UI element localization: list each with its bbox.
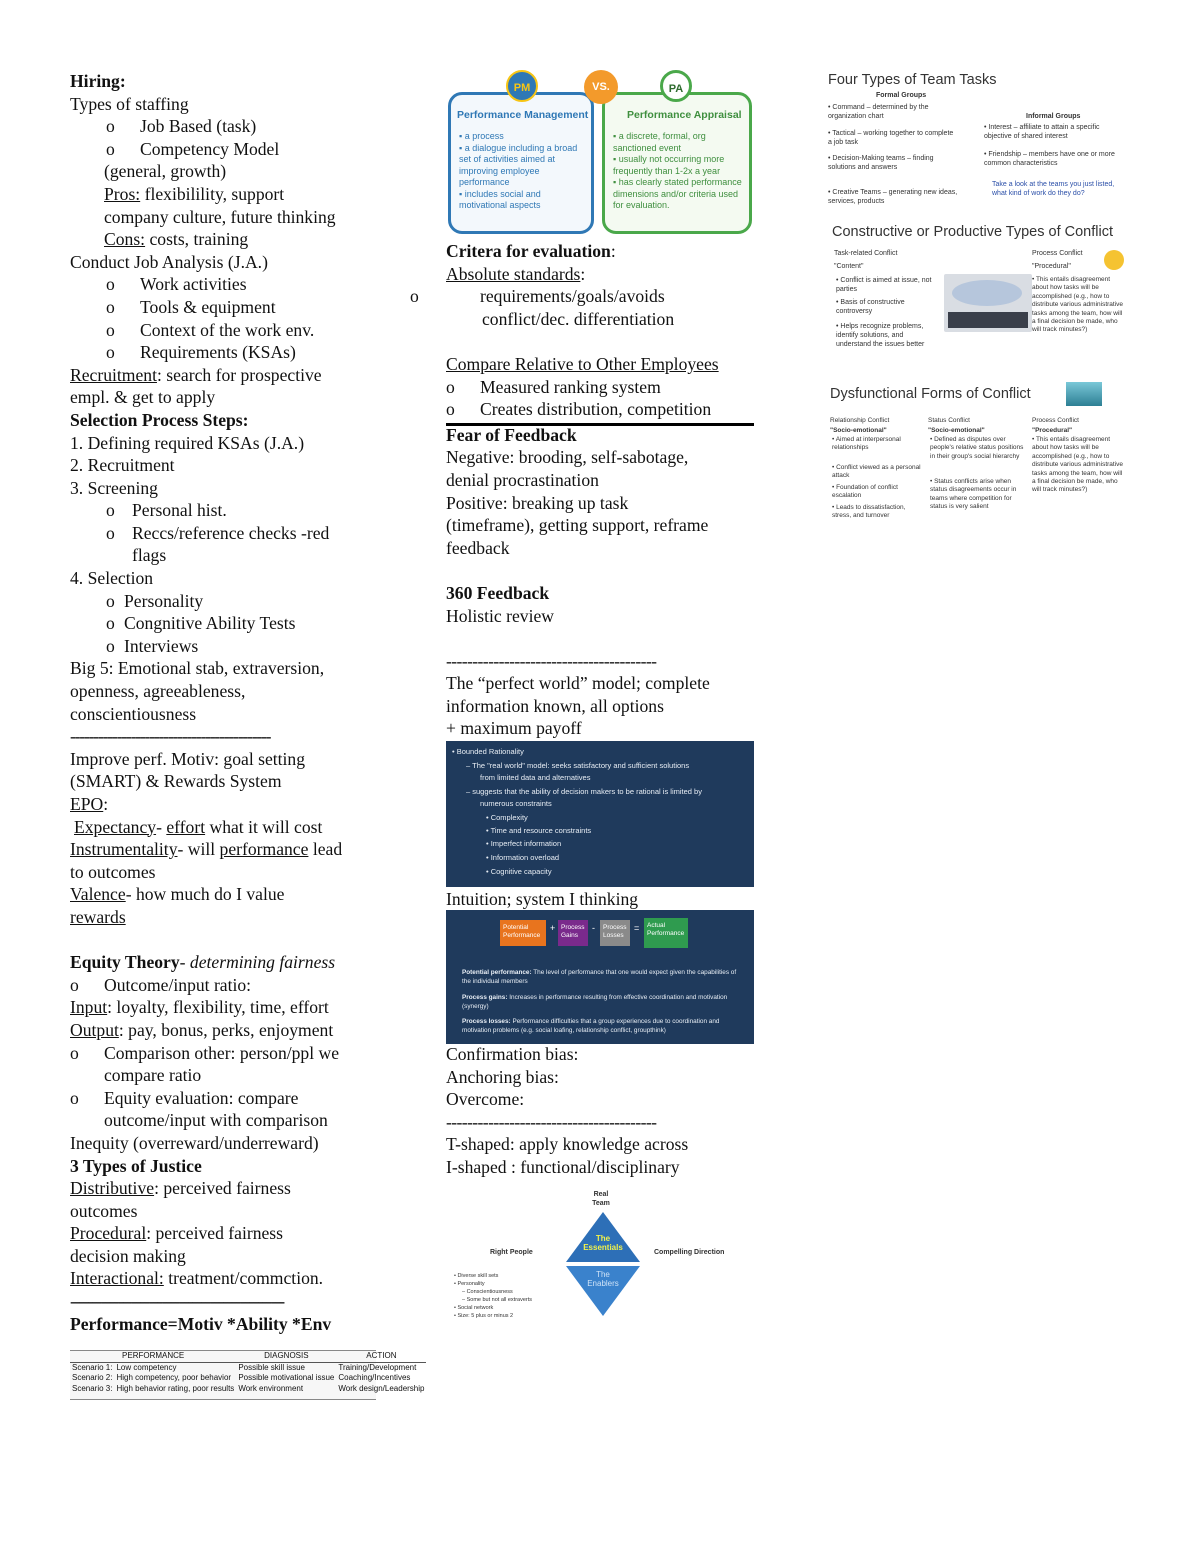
inequity: Inequity (overreward/underreward) <box>70 1132 319 1153</box>
improve-line-1: Improve perf. Motiv: goal setting <box>70 748 306 769</box>
step-3: 3. Screening <box>70 477 158 498</box>
f360-text: Holistic review <box>446 605 554 626</box>
table-cell: High competency, poor behavior <box>116 1373 232 1382</box>
types-staffing: Types of staffing <box>70 93 189 114</box>
table-row <box>70 1373 426 1384</box>
conflict-image <box>1066 382 1102 406</box>
pros-text: flexibilility, support <box>140 183 285 204</box>
perfect-line-3: + maximum payoff <box>446 718 582 739</box>
bullet: o <box>70 974 79 995</box>
slide-line: – suggests that the ability of decision makers to be rational is limited by <box>466 787 702 796</box>
right-people-list <box>454 1272 532 1320</box>
table-header: ACTION <box>336 1351 426 1362</box>
improve-line-2: (SMART) & Rewards System <box>70 771 282 792</box>
screening-item: flags <box>132 545 167 566</box>
list-item: – Conscientiousness <box>462 1289 513 1295</box>
fear-title: Fear of Feedback <box>446 424 577 445</box>
definition-label: Process losses: <box>462 1018 511 1025</box>
minus-operator: - <box>592 923 595 933</box>
plus-operator: + <box>550 923 556 933</box>
selection-item: Interviews <box>124 635 199 656</box>
table-cell: Scenario 2: <box>72 1373 113 1382</box>
step-4: 4. Selection <box>70 568 154 589</box>
table-cell: Possible motivational issue <box>238 1373 335 1382</box>
intuition-text: Intuition; system I thinking <box>446 889 639 909</box>
status-sub: "Socio-emotional" <box>928 427 985 434</box>
pa-badge: PA <box>660 70 692 102</box>
divider-2: ---------------------------------------- <box>446 1111 657 1132</box>
table-cell: Scenario 1: <box>72 1362 113 1372</box>
pros-label: Pros: <box>104 183 141 204</box>
status-item: • Defined as disputes over people's relative status positions in their group's social hierarchy <box>930 436 1024 460</box>
table-cell: Scenario 3: <box>72 1383 113 1393</box>
relationship-item: • Foundation of conflict escalation <box>832 484 898 500</box>
negative-line-1: Negative: brooding, self-sabotage, <box>446 447 689 468</box>
idea-cloud <box>952 280 1022 306</box>
process-losses-box: Process Losses <box>600 920 630 946</box>
actual-performance-box: Actual Performance <box>644 918 688 948</box>
input-rest: : loyalty, flexibility, time, effort <box>107 997 329 1018</box>
bullet: o <box>106 522 115 543</box>
absolute-colon: : <box>580 263 586 284</box>
slide-line: • Cognitive capacity <box>486 867 552 876</box>
right-people-label: Right People <box>490 1249 533 1256</box>
input-label: Input <box>70 997 108 1018</box>
confirmation-bias: Confirmation bias: <box>446 1044 579 1064</box>
table-row <box>70 1384 426 1395</box>
instrumentality-mid: - will <box>177 839 220 860</box>
positive-line-1: Positive: breaking up task <box>446 492 629 513</box>
job-based: Job Based (task) <box>140 116 257 137</box>
ja-item: Tools & equipment <box>140 296 276 317</box>
bullet: o <box>106 116 115 137</box>
interactional-rest: treatment/commction. <box>163 1268 324 1289</box>
cons-text: costs, training <box>145 229 249 250</box>
performance-diagnosis-table <box>70 1350 425 1400</box>
enablers-label: The Enablers <box>587 1270 619 1288</box>
absolute-item: requirements/goals/avoids conflict/dec. differentiation <box>480 286 675 329</box>
table-row <box>70 1362 426 1373</box>
pa-title: Performance Appraisal <box>627 109 742 121</box>
list-item: – Some but not all extraverts <box>462 1297 533 1303</box>
bullet: o <box>106 274 115 295</box>
instrumentality-rest: lead <box>308 839 343 860</box>
bullet: o <box>106 590 115 611</box>
slide-line: • Time and resource constraints <box>486 826 592 835</box>
criteria-label: Critera for evaluation <box>446 241 611 261</box>
big5-line-2: openness, agreeableness, <box>70 681 246 702</box>
process-item: • This entails disagreement about how tasks will be accomplished (e.g., how to distribute various administrative tasks among the team, how will a final decision be made, who will track minutes?) <box>1032 436 1124 494</box>
equity-label: Equity Theory <box>70 952 180 973</box>
valence-label: Valence <box>70 884 126 905</box>
thinking-emoji-icon <box>1104 250 1124 270</box>
valence-line-2: rewards <box>70 906 126 927</box>
bullet: o <box>106 319 115 340</box>
pm-vs-pa-figure <box>446 70 754 240</box>
informal-groups-label: Informal Groups <box>1026 113 1081 120</box>
pa-box <box>602 92 752 234</box>
team-tasks-figure <box>828 70 1128 210</box>
process-conflict-label: Process Conflict <box>1032 250 1083 257</box>
step-2: 2. Recruitment <box>70 455 175 476</box>
informal-item: • Interest – affiliate to attain a specific objective of shared interest <box>984 124 1100 140</box>
table-cell: Training/Development <box>338 1362 417 1372</box>
task-conflict-sub: "Content" <box>834 263 864 270</box>
dysfunctional-conflict-figure <box>828 380 1128 530</box>
selection-item: Personality <box>124 590 204 611</box>
definition-text: Increases in performance resulting from effective coordination and motivation (synergy) <box>462 994 728 1010</box>
slide-line: from limited data and alternatives <box>480 773 591 782</box>
informal-item: • Friendship – members have one or more common characteristics <box>984 151 1115 167</box>
definition-text: Performance difficulties that a group experiences due to coordination and motivation problems (e.g. social loafing, relationship conflict, groupthink) <box>462 1018 720 1034</box>
expectancy-label: Expectancy <box>74 816 157 837</box>
potential-performance-definition <box>462 968 742 986</box>
process-conflict-item: • This entails disagreement about how tasks will be accomplished (e.g., how to distribute various administrative tasks among the team, how will a final decision be made, who will track minutes?) <box>1032 276 1124 334</box>
potential-performance-box: Potential Performance <box>500 920 546 946</box>
slide-line: numerous constraints <box>480 799 552 808</box>
perf-formula: Performance=Motiv *Ability *Env <box>70 1313 332 1334</box>
relationship-item: • Leads to dissatisfaction, stress, and turnover <box>832 504 906 520</box>
output-label: Output <box>70 1019 119 1040</box>
comparison-1: Comparison other: person/ppl we <box>104 1042 340 1063</box>
real-team-diamond-figure <box>446 1186 754 1336</box>
screening-item: Personal hist. <box>132 500 227 521</box>
equity-rest: - determining fairness <box>179 952 336 973</box>
list-item: • Personality <box>454 1281 485 1287</box>
relationship-item: • Conflict viewed as a personal attack <box>832 464 921 480</box>
dysfunctional-title: Dysfunctional Forms of Conflict <box>830 386 1031 402</box>
bullet: o <box>446 399 455 420</box>
pa-body: ▪ a discrete, formal, org sanctioned event ▪ usually not occurring more frequently than 1-2x a year ▪ has clearly stated performance dimensions and/or criteria used for evaluation. <box>613 131 742 210</box>
big5-line-1: Big 5: Emotional stab, extraversion, <box>70 658 325 679</box>
intuition-block <box>446 888 754 911</box>
f360-title: 360 Feedback <box>446 582 550 603</box>
bullet: o <box>106 342 115 363</box>
positive-line-3: feedback <box>446 537 510 558</box>
process-gains-definition <box>462 993 742 1011</box>
ja-item: Context of the work env. <box>140 319 315 340</box>
valence-rest: - how much do I value <box>125 884 285 905</box>
expectancy-dash: - <box>156 816 167 837</box>
status-label: Status Conflict <box>928 417 970 424</box>
distributive-line-2: outcomes <box>70 1200 138 1221</box>
column-1 <box>70 70 382 1335</box>
table-cell: Work environment <box>238 1383 304 1393</box>
bullet: o <box>70 1087 79 1108</box>
divider: ---------------------------------------- <box>446 650 657 671</box>
perfect-line-1: The “perfect world” model; complete <box>446 673 710 694</box>
slide-line: • Imperfect information <box>486 839 562 848</box>
instrumentality-label: Instrumentality <box>70 839 178 860</box>
equity-ratio: Outcome/input ratio: <box>104 974 252 995</box>
table-cell: Low competency <box>116 1362 177 1372</box>
pm-title: Performance Management <box>457 109 589 121</box>
bullet: o <box>106 138 115 159</box>
expectancy-rest: what it will cost <box>205 816 323 837</box>
constructive-conflict-figure <box>828 222 1128 374</box>
recruitment-text-2: empl. & get to apply <box>70 387 216 408</box>
meeting-illustration <box>944 274 1032 332</box>
procedural-line-2: decision making <box>70 1245 186 1266</box>
bullet: o <box>410 286 419 307</box>
formal-item: • Decision-Making teams – finding solutions and answers <box>828 155 934 171</box>
absolute-label: Absolute standards <box>446 263 581 284</box>
team-tasks-title: Four Types of Team Tasks <box>828 72 997 88</box>
bullet: o <box>106 635 115 656</box>
table-people <box>948 312 1028 328</box>
list-item: • Diverse skill sets <box>454 1273 499 1279</box>
general-growth: (general, growth) <box>104 161 227 182</box>
task-conflict-item: • Conflict is aimed at issue, not parties <box>836 277 932 293</box>
relationship-item: • Aimed at interpersonal relationships <box>832 436 901 452</box>
competency-model: Competency Model <box>140 138 280 159</box>
recruitment-text: : search for prospective <box>156 364 322 385</box>
epo-label: EPO <box>70 794 104 814</box>
real-team-label: Real Team <box>592 1191 610 1207</box>
relationship-sub: "Socio-emotional" <box>830 427 887 434</box>
interactional-label: Interactional: <box>70 1268 164 1289</box>
diamond-shape <box>564 1210 642 1318</box>
compare-item: Creates distribution, competition <box>480 399 712 420</box>
pm-box <box>448 92 594 234</box>
definition-label: Potential performance: <box>462 969 532 976</box>
screening-item: Reccs/reference checks -red <box>132 522 330 543</box>
list-item: • Social network <box>454 1305 494 1311</box>
pros-text-2: company culture, future thinking <box>104 206 336 227</box>
process-conflict-sub: "Procedural" <box>1032 263 1071 270</box>
comparison-2: compare ratio <box>104 1065 202 1086</box>
equals-operator: = <box>634 923 640 933</box>
task-conflict-item: • Helps recognize problems, identify solutions, and understand the issues better <box>836 323 925 348</box>
job-analysis: Conduct Job Analysis (J.A.) <box>70 251 268 272</box>
heading-hiring: Hiring: <box>70 71 126 91</box>
slide-line: • Information overload <box>486 853 560 862</box>
bullet: o <box>106 296 115 317</box>
vs-badge: VS. <box>584 70 618 104</box>
bounded-rationality-slide <box>446 741 754 887</box>
compare-label: Compare Relative to Other Employees <box>446 353 719 374</box>
epo-colon: : <box>103 794 109 814</box>
list-item: • Size: 5 plus or minus 2 <box>454 1313 514 1319</box>
positive-line-2: (timeframe), getting support, reframe <box>446 515 709 536</box>
criteria-colon: : <box>610 241 616 261</box>
cons-label: Cons: <box>104 229 146 250</box>
equity-eval-1: Equity evaluation: compare <box>104 1087 299 1108</box>
compare-item: Measured ranking system <box>480 376 661 397</box>
justice-title: 3 Types of Justice <box>70 1155 202 1176</box>
task-conflict-item: • Basis of constructive controversy <box>836 299 905 315</box>
process-label: Process Conflict <box>1032 417 1079 424</box>
perfect-line-2: information known, all options <box>446 695 664 716</box>
slide-line: – The "real world" model: seeks satisfactory and sufficient solutions <box>466 761 690 770</box>
bullet: o <box>106 500 115 521</box>
compelling-direction-label: Compelling Direction <box>654 1249 725 1256</box>
pm-body: ▪ a process ▪ a dialogue including a broad set of activities aimed at improving employee performance ▪ includes social and motivational aspects <box>459 131 578 210</box>
recruitment-label: Recruitment <box>70 364 157 385</box>
step-1: 1. Defining required KSAs (J.A.) <box>70 432 305 453</box>
divider-2: ------------------------------------------------- <box>70 1291 284 1312</box>
process-losses-definition <box>462 1017 746 1035</box>
process-sub: "Procedural" <box>1032 427 1073 434</box>
overcome: Overcome: <box>446 1089 525 1110</box>
bias-block <box>446 1043 754 1179</box>
definition-text: The level of performance that one would expect given the capabilities of the individual members <box>462 969 737 985</box>
negative-line-2: denial procrastination <box>446 469 599 490</box>
selection-steps-heading: Selection Process Steps: <box>70 409 249 430</box>
table-header: DIAGNOSIS <box>236 1351 336 1362</box>
pm-badge: PM <box>506 70 538 102</box>
output-rest: : pay, bonus, perks, enjoyment <box>118 1019 334 1040</box>
bullet: o <box>106 613 115 634</box>
table-cell: High behavior rating, poor results <box>116 1383 235 1393</box>
slide-line: • Bounded Rationality <box>452 747 524 756</box>
bullet: o <box>70 1042 79 1063</box>
anchoring-bias: Anchoring bias: <box>446 1066 559 1087</box>
big5-line-3: conscientiousness <box>70 703 197 724</box>
ja-item: Requirements (KSAs) <box>140 342 296 363</box>
distributive-label: Distributive <box>70 1178 155 1199</box>
selection-item: Congnitive Ability Tests <box>124 613 296 634</box>
slide-line: • Complexity <box>486 813 528 822</box>
table-header: PERFORMANCE <box>70 1351 236 1362</box>
i-shaped: I-shaped : functional/disciplinary <box>446 1156 680 1177</box>
formal-item: • Creative Teams – generating new ideas, services, products <box>828 189 958 205</box>
divider: ------------------------------------------- <box>70 726 271 747</box>
formal-groups-label: Formal Groups <box>876 92 927 99</box>
table-cell: Work design/Leadership <box>338 1383 425 1393</box>
equity-eval-2: outcome/input with comparison <box>104 1110 328 1131</box>
column-2 <box>410 240 754 740</box>
process-gains-slide <box>446 910 754 1044</box>
table-cell: Coaching/Incentives <box>338 1373 411 1382</box>
formal-item: • Tactical – working together to complete a job task <box>828 130 954 146</box>
ja-item: Work activities <box>140 274 247 295</box>
constructive-title: Constructive or Productive Types of Conflict <box>832 224 1113 240</box>
process-gains-box: Process Gains <box>558 920 588 946</box>
relationship-label: Relationship Conflict <box>830 417 890 424</box>
definition-label: Process gains: <box>462 994 508 1001</box>
essentials-label: The Essentials <box>583 1234 623 1252</box>
formal-item: • Command – determined by the organization chart <box>828 104 929 120</box>
bullet: o <box>446 376 455 397</box>
task-conflict-label: Task-related Conflict <box>834 250 898 257</box>
procedural-rest: : perceived fairness <box>146 1223 283 1244</box>
instrumentality-line-2: to outcomes <box>70 861 156 882</box>
team-tasks-note: Take a look at the teams you just listed, what kind of work do they do? <box>992 181 1115 197</box>
table-cell: Possible skill issue <box>238 1362 306 1372</box>
distributive-rest: : perceived fairness <box>154 1178 291 1199</box>
procedural-label: Procedural <box>70 1223 147 1244</box>
expectancy-effort: effort <box>166 816 206 837</box>
status-item: • Status conflicts arise when status disagreements occur in teams where competition for status is very salient <box>930 478 1017 511</box>
instrumentality-perf: performance <box>219 839 309 860</box>
t-shaped: T-shaped: apply knowledge across <box>446 1134 689 1155</box>
